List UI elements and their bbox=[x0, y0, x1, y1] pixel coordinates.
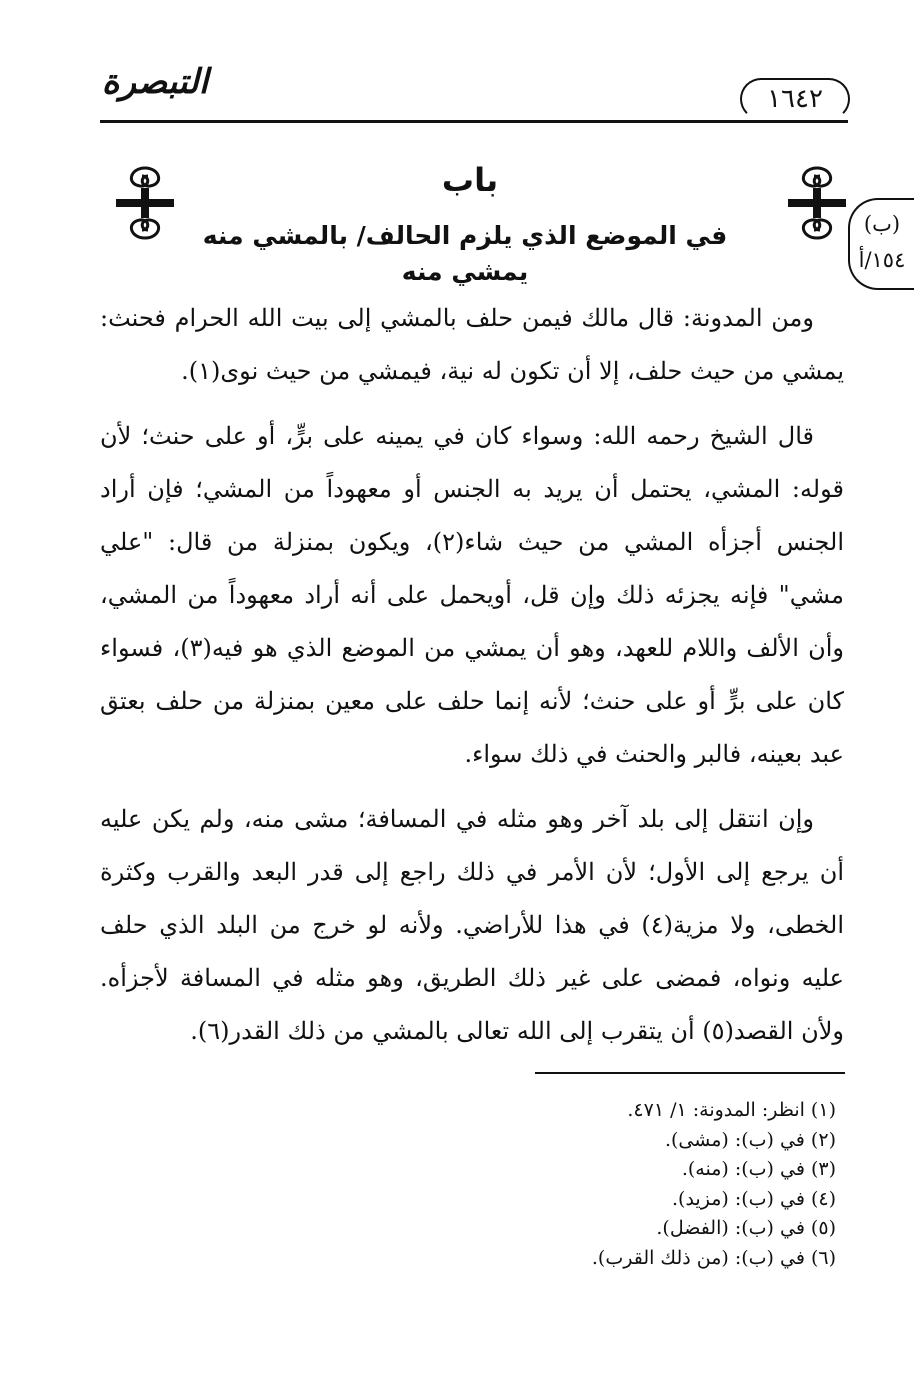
page-number: ١٦٤٢ bbox=[740, 78, 850, 120]
running-book-title: التبصرة bbox=[101, 62, 209, 102]
main-text bbox=[100, 292, 844, 1070]
footnote: (٢) في (ب): (مشى). bbox=[664, 1128, 836, 1151]
paragraph: ومن المدونة: قال مالك فيمن حلف بالمشي إلى بيت الله الحرام فحنث: يمشي من حيث حلف، إلا أن تكون له نية، فيمشي من حيث نوى(١). bbox=[100, 304, 844, 385]
ornament-right-icon bbox=[784, 162, 850, 244]
footnote: (٦) في (ب): (من ذلك القرب). bbox=[591, 1246, 836, 1269]
footnotes bbox=[500, 1096, 836, 1273]
manuscript-margin-note bbox=[848, 198, 914, 290]
margin-note-folio: ١٥٤/أ bbox=[858, 248, 906, 272]
header-rule bbox=[100, 120, 848, 123]
margin-note-manuscript: (ب) bbox=[863, 212, 901, 236]
chapter-subtitle: في الموضع الذي يلزم الحالف/ بالمشي منه يمشي منه bbox=[202, 221, 728, 286]
footnote: (٥) في (ب): (الفضل). bbox=[656, 1217, 836, 1239]
footnote: (١) انظر: المدونة: ١/ ٤٧١. bbox=[627, 1099, 836, 1121]
footnote: (٤) في (ب): (مزيد). bbox=[672, 1187, 836, 1210]
paragraph: وإن انتقل إلى بلد آخر وهو مثله في المسافة؛ مشى منه، ولم يكن عليه أن يرجع إلى الأول؛ لأن الأمر في ذلك راجع إلى قدر البعد والقرب وكثرة الخطى، ولا مزية(٤) في هذا للأراضي. ولأنه لو خرج من البلد الذي حلف عليه ونواه، فمضى على غير ذلك الطريق، وهو مثله في المسافة لأجزأه. ولأن القصد(٥) أن يتقرب إلى الله تعالى بالمشي من ذلك القدر(٦). bbox=[100, 805, 844, 1045]
chapter-title: باب bbox=[441, 161, 499, 199]
footnote: (٣) في (ب): (منه). bbox=[681, 1158, 836, 1180]
ornament-left-icon bbox=[112, 162, 178, 244]
footnote-rule bbox=[535, 1072, 845, 1074]
paragraph: قال الشيخ رحمه الله: وسواء كان في يمينه على برٍّ، أو على حنث؛ لأن قوله: المشي، يحتمل أن يريد به الجنس أو معهوداً من المشي؛ فإن أراد الجنس أجزأه المشي من حيث شاء(٢)، ويكون بمنزلة من قال: "علي مشي" فإنه يجزئه ذلك وإن قل، أويحمل على أنه أراد معهوداً من المشي، وأن الألف واللام للعهد، وهو أن يمشي من الموضع الذي هو فيه(٣)، فسواء كان على برٍّ أو على حنث؛ لأنه إنما حلف على معين بمنزلة من حلف بعتق عبد بعينه، فالبر والحنث في ذلك سواء. bbox=[100, 422, 844, 768]
